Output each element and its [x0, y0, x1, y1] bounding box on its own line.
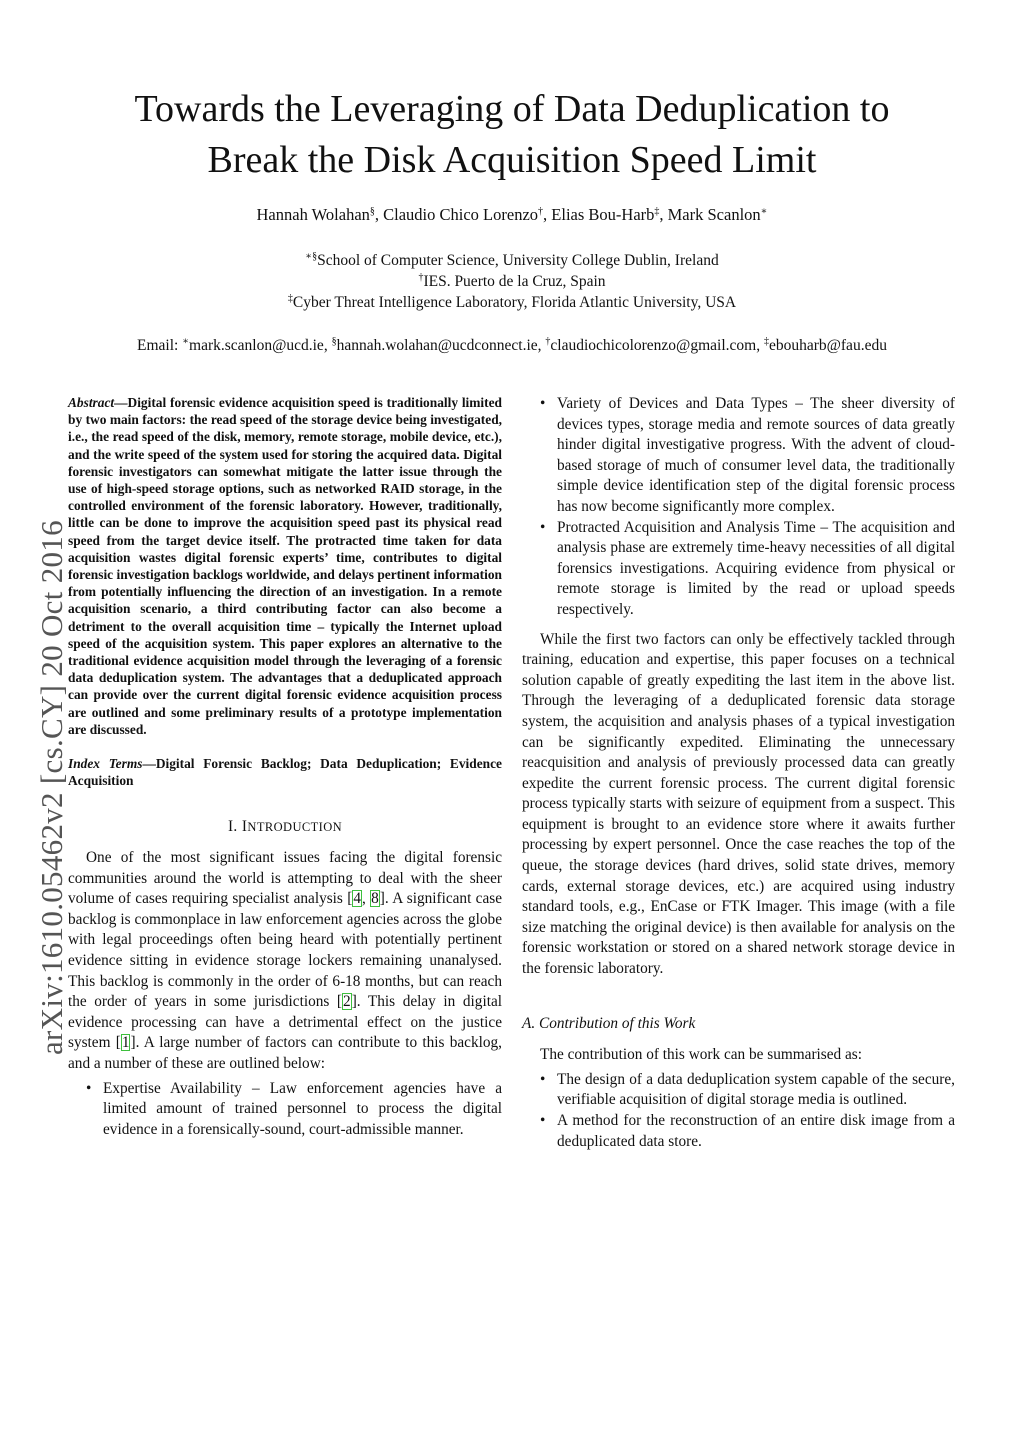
email-address: ebouharb@fau.edu	[768, 337, 887, 354]
email-mark: †	[545, 336, 551, 347]
right-column	[522, 394, 955, 1152]
body-paragraph: While the first two factors can only be effectively tackled through training, education and expertise, this paper focuses on a technical solution capable of greatly expediting the last item in the above list. Through the leveraging of a deduplicated forensic data storage system, the acquisition and analysis phases of a typical investigation can be significantly expedited. Eliminating the unnecessary reacquisition and analysis of previously processed data can greatly expedite the current forensic process. The current digital forensic process typically starts with seizure of equipment from a suspect. This equipment is brought to an evidence store where it awaits further processing by expert personnel. Once the case reaches the top of the queue, the storage devices (hard drives, solid state drives, memory cards, external storage devices, etc.) are acquired using industry standard tools, e.g., EnCase or FTK Imager. This image (with a file size matching the original device) is then available for analysis on the forensic workstation or stored on a shared network storage device in the forensic laboratory.	[522, 630, 955, 978]
author-mark: ‡	[654, 206, 660, 217]
intro-text: ]. A significant case backlog is commonplace in law enforcement agencies across the globe with legal proceedings often being heard with potentially pertinent evidence sitting in evidence storage lockers remaining unanalysed. This backlog is commonly in the order of 6-18 months, but can reach the order of years in some jurisdictions [	[68, 890, 502, 1011]
affiliation-text: School of Computer Science, University College Dublin, Ireland	[317, 252, 719, 269]
intro-text: ]. A large number of factors can contribute to this backlog, and a number of these are outlined below:	[68, 1034, 502, 1072]
section-number: I.	[227, 818, 242, 836]
affiliation-mark: †	[418, 272, 424, 283]
intro-paragraph	[68, 848, 502, 1075]
abstract-label: Abstract	[68, 395, 115, 410]
citation-link[interactable]: 2	[343, 993, 351, 1011]
section-title: NTRODUCTION	[247, 820, 343, 835]
affiliation-mark: ‡	[287, 293, 293, 304]
intro-text: ]. This delay in digital evidence processing can have a detrimental effect on the justice system [	[68, 993, 502, 1052]
title-line-2: Break the Disk Acquisition Speed Limit	[207, 139, 817, 181]
email-address: claudiochicolorenzo@gmail.com	[550, 337, 757, 354]
author-list: Hannah Wolahan§, Claudio Chico Lorenzo†, Elias Bou-Harb‡, Mark Scanlon∗	[256, 205, 768, 224]
email-mark: §	[331, 336, 337, 347]
email-line: Email: ∗mark.scanlon@ucd.ie, §hannah.wolahan@ucdconnect.ie, †claudiochicolorenzo@gmail.com, ‡ebouharb@fau.edu	[137, 336, 887, 354]
author-name: Hannah Wolahan	[256, 205, 370, 224]
index-terms	[68, 755, 502, 789]
email-address: hannah.wolahan@ucdconnect.ie	[336, 337, 538, 354]
author-name: Elias Bou-Harb	[551, 205, 655, 224]
index-terms-text: —Digital Forensic Backlog; Data Deduplication; Evidence Acquisition	[68, 756, 502, 789]
section-heading	[68, 817, 502, 838]
factor-list	[522, 394, 955, 621]
affiliation	[60, 252, 964, 270]
paper-title	[60, 84, 964, 186]
contribution-list	[522, 1070, 955, 1152]
author-name: Claudio Chico Lorenzo	[383, 205, 539, 224]
author-name: Mark Scanlon	[667, 205, 761, 224]
citation-link[interactable]: 4	[353, 890, 361, 908]
left-column	[68, 394, 502, 1140]
citation-link[interactable]: 8	[371, 890, 379, 908]
arxiv-stamp: arXiv:1610.05462v2 [cs.CY] 20 Oct 2016	[34, 520, 69, 1055]
list-item: • The design of a data deduplication system capable of the secure, verifiable acquisition of digital storage media is outlined.	[557, 1070, 955, 1111]
author-mark: †	[538, 206, 544, 217]
section-initial: I	[241, 818, 248, 836]
list-item: • Expertise Availability – Law enforcement agencies have a limited amount of trained personnel to process the digital evidence in a forensically-sound, court-admissible manner.	[103, 1079, 502, 1141]
affiliation-text: IES. Puerto de la Cruz, Spain	[423, 273, 606, 290]
index-terms-label: Index Terms	[68, 756, 143, 772]
email-mark: ∗	[182, 336, 190, 347]
author-mark: §	[369, 206, 375, 217]
email-address: mark.scanlon@ucd.ie	[189, 337, 324, 354]
body-paragraph: The contribution of this work can be summarised as:	[540, 1046, 863, 1064]
abstract-text: —Digital forensic evidence acquisition speed is traditionally limited by two main factors: the read speed of the storage device being investigated, i.e., the read speed of the disk, memory, remote storage, mobile device, etc.), and the write speed of the system used for storing the acquired data. Digital forensic investigators can somewhat mitigate the latter issue through the use of high-speed storage options, such as networked RAID storage, in the controlled environment of the forensic laboratory. However, traditionally, little can be done to improve the acquisition speed past its physical read speed from the target device itself. The protracted time taken for data acquisition wastes digital forensic experts’ time, contributes to digital forensic investigation backlogs worldwide, and delays pertinent information from potentially influencing the direction of an investigation. In a remote acquisition scenario, a third contributing factor can also become a detriment to the overall acquisition time – typically the Internet upload speed of the acquisition system. This paper explores an alternative to the traditional evidence acquisition model through the leveraging of a forensic data deduplication system. The advantages that a deduplicated approach can provide over the current digital forensic evidence acquisition process are outlined and some preliminary results of a prototype implementation are discussed.	[68, 395, 502, 737]
intro-text: One of the most significant issues facing the digital forensic communities around the world is attempting to deal with the sheer volume of cases requiring specialist analysis [	[68, 849, 502, 908]
affiliation	[60, 273, 964, 291]
subsection-heading: A. Contribution of this Work	[522, 1014, 696, 1032]
citation-link[interactable]: 1	[121, 1034, 130, 1052]
affiliation-text: Cyber Threat Intelligence Laboratory, Florida Atlantic University, USA	[292, 294, 737, 311]
title-line-1: Towards the Leveraging of Data Deduplication to	[134, 88, 890, 130]
email-label: Email:	[137, 337, 183, 354]
factor-list	[68, 1079, 502, 1141]
list-item: • Variety of Devices and Data Types – The sheer diversity of devices types, storage media and remote sources of data greatly hinder digital investigative progress. With the advent of cloud-based storage of much of consumer level data, the traditionally simple device identification step of the digital forensic process has now become significantly more complex.	[557, 394, 955, 518]
author-mark: ∗	[760, 206, 768, 217]
list-item: • A method for the reconstruction of an entire disk image from a deduplicated data store.	[557, 1111, 955, 1152]
email-mark: ‡	[763, 336, 769, 347]
affiliation	[60, 294, 964, 312]
list-item: • Protracted Acquisition and Analysis Time – The acquisition and analysis phase are extremely time-heavy necessities of all digital forensics investigations. Acquiring evidence from physical or remote storage is limited by the read or upload speeds respectively.	[557, 518, 955, 621]
affiliation-mark: ∗§	[305, 251, 318, 262]
abstract	[68, 394, 502, 738]
citation-separator: ,	[361, 890, 371, 908]
